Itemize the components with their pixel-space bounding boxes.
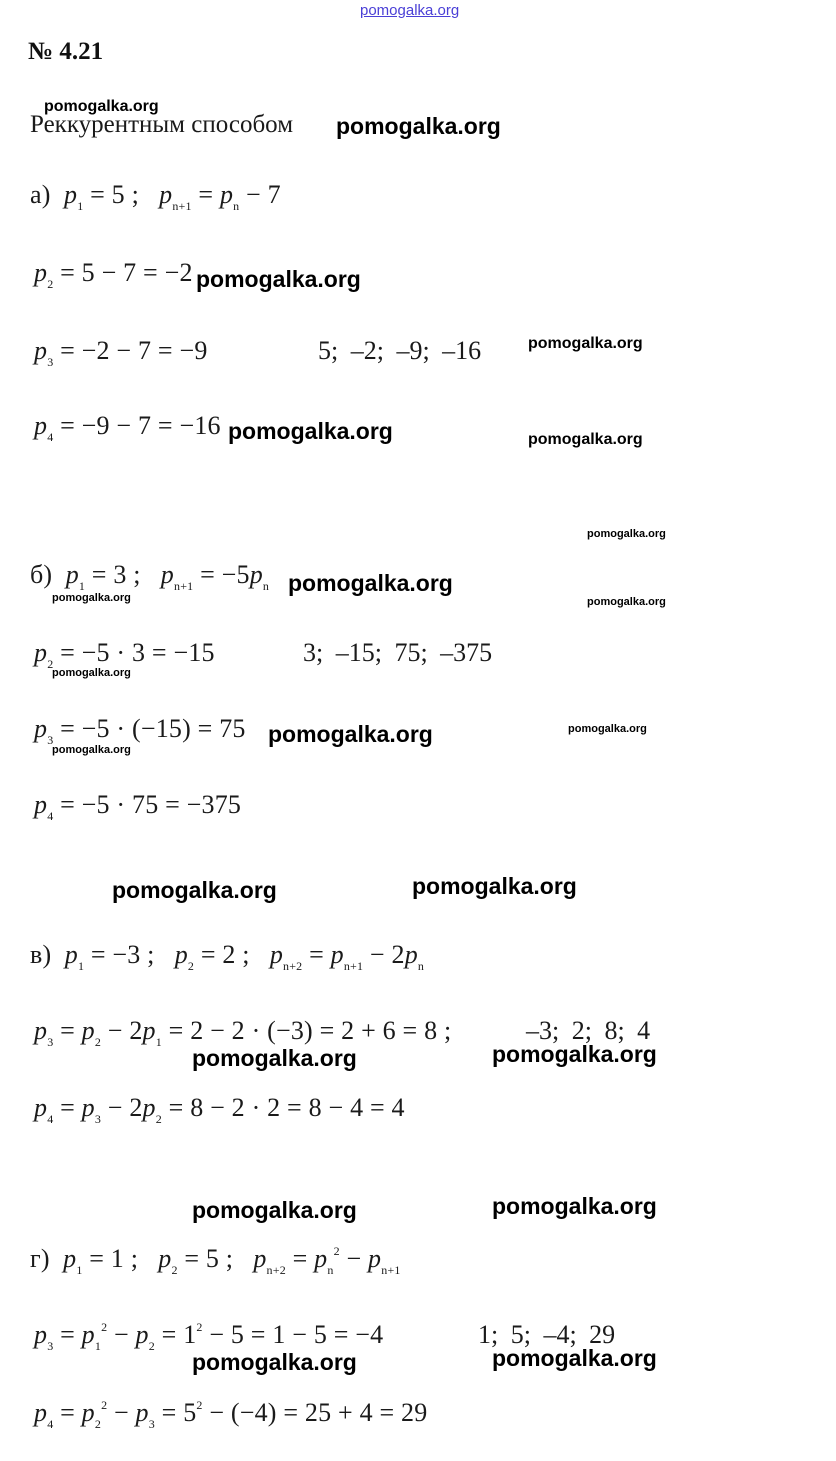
watermark: pomogalka.org (336, 113, 501, 139)
part-v-step-p4: $p_4 = p_3 - 2p_2 = 8 - 2 \cdot 2 = 8 - 4 = 4$ (34, 1093, 405, 1126)
watermark: pomogalka.org (192, 1349, 357, 1375)
watermark: pomogalka.org (587, 528, 666, 540)
part-a-step-p2: $p_2 = 5 - 7 = -2$ (34, 258, 193, 291)
part-b-label: б) (30, 560, 53, 589)
part-g-label: г) (30, 1244, 50, 1273)
watermark: pomogalka.org (268, 721, 433, 747)
watermark: pomogalka.org (192, 1197, 357, 1223)
watermark: pomogalka.org (52, 667, 131, 679)
part-g-step-p4: $p_4 = p_2^2 - p_3 = 5^2 - (-4) = 25 + 4 = 29$ (34, 1398, 428, 1431)
part-g-answer: 1; 5; –4; 29 (478, 1320, 616, 1349)
watermark: pomogalka.org (492, 1345, 657, 1371)
watermark: pomogalka.org (492, 1041, 657, 1067)
header-link[interactable]: pomogalka.org (360, 2, 460, 19)
part-b-answer: 3; –15; 75; –375 (303, 638, 493, 667)
part-v-step-p3: $p_3 = p_2 - 2p_1 = 2 - 2 \cdot (-3) = 2 + 6 = 8$ ; (34, 1016, 452, 1049)
part-b-step-p4: $p_4 = -5 \cdot 75 = -375$ (34, 790, 242, 823)
watermark: pomogalka.org (52, 592, 131, 604)
method-heading: Реккурентным способом (30, 111, 294, 138)
part-g-definition: г) $p_1 = 1$ ; $p_2 = 5$ ; $p_{n+2} = p_n^2 - p_{n+1}$ (30, 1244, 401, 1277)
watermark: pomogalka.org (112, 877, 277, 903)
part-v-label: в) (30, 940, 52, 969)
watermark: pomogalka.org (192, 1045, 357, 1071)
part-b-step-p3: $p_3 = -5 \cdot (-15) = 75$ (34, 714, 246, 747)
part-a-step-p4: $p_4 = -9 - 7 = -16$ (34, 411, 221, 444)
part-a-label: а) (30, 180, 51, 209)
part-g-step-p3: $p_3 = p_1^2 - p_2 = 1^2 - 5 = 1 - 5 = -4$ (34, 1320, 384, 1353)
part-b-step-p2: $p_2 = -5 \cdot 3 = -15$ (34, 638, 215, 671)
watermark: pomogalka.org (412, 873, 577, 899)
watermark: pomogalka.org (568, 723, 647, 735)
problem-number: № 4.21 (28, 38, 104, 65)
part-b-definition: б) $p_1 = 3$ ; $p_{n+1} = -5p_n$ (30, 560, 270, 593)
part-a-definition: а) $p_1 = 5$ ; $p_{n+1} = p_n - 7$ (30, 180, 281, 213)
watermark: pomogalka.org (528, 335, 643, 352)
watermark: pomogalka.org (288, 570, 453, 596)
watermark: pomogalka.org (196, 266, 361, 292)
watermark: pomogalka.org (492, 1193, 657, 1219)
watermark: pomogalka.org (528, 431, 643, 448)
part-v-definition: в) $p_1 = -3$ ; $p_2 = 2$ ; $p_{n+2} = p_{n+1} - 2p_n$ (30, 940, 425, 973)
part-a-step-p3: $p_3 = -2 - 7 = -9$ (34, 336, 208, 369)
watermark: pomogalka.org (52, 744, 131, 756)
watermark: pomogalka.org (228, 418, 393, 444)
watermark: pomogalka.org (44, 98, 159, 115)
part-a-answer: 5; –2; –9; –16 (318, 336, 482, 365)
watermark: pomogalka.org (587, 596, 666, 608)
part-v-answer: –3; 2; 8; 4 (526, 1016, 651, 1045)
